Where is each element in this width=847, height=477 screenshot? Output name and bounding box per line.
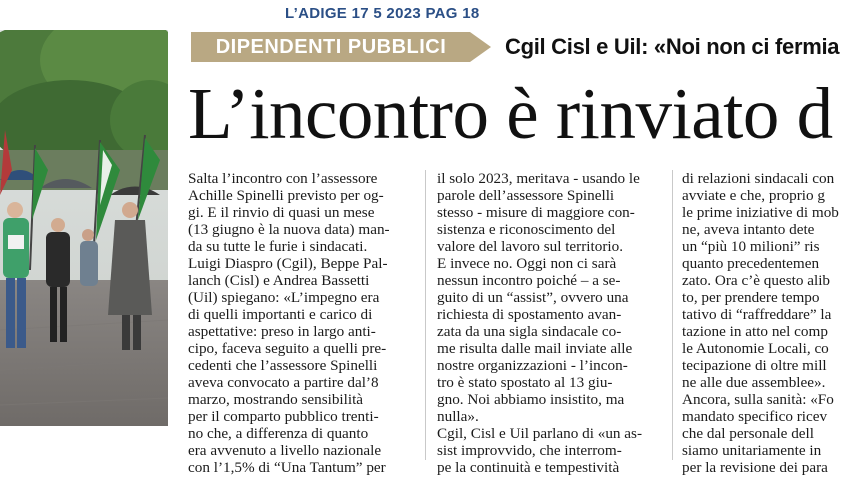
article-column-3 (682, 170, 847, 476)
text-line: aveva convocato a partire dal’8 (188, 374, 379, 391)
text-line: cedenti che l’assessore Spinelli (188, 357, 378, 374)
column-divider (425, 170, 426, 460)
text-line: un “più 10 milioni” ris (682, 238, 820, 255)
protest-photo (0, 30, 168, 426)
text-line: nostre organizzazioni - l’incon- (437, 357, 628, 374)
text-line: richiesta di spostamento avan- (437, 306, 622, 323)
text-line: siamo unitariamente in (682, 442, 822, 459)
text-line: stesso - misure di maggiore con- (437, 204, 635, 221)
text-line: tazione in atto nel comp (682, 323, 828, 340)
text-line: E invece no. Oggi non ci sarà (437, 255, 617, 272)
text-line: parole dell’assessore Spinelli (437, 187, 615, 204)
text-line: Salta l’incontro con l’assessore (188, 170, 378, 187)
text-line: ne, aveva intanto dete (682, 221, 815, 238)
text-line: avviate e che, proprio g (682, 187, 825, 204)
kicker-label: DIPENDENTI PUBBLICI (215, 36, 447, 58)
text-line: mandato specifico ricev (682, 408, 828, 425)
text-line: Ancora, sulla sanità: «Fo (682, 391, 834, 408)
text-line: Achille Spinelli previsto per og- (188, 187, 384, 204)
text-line: da su tutte le furie i sindacati. (188, 238, 368, 255)
text-line: le prime iniziative di mob (682, 204, 839, 221)
text-line: to, per prendere tempo (682, 289, 820, 306)
text-line: ne alle due assemblee». (682, 374, 826, 391)
text-line: gno. Noi abbiamo insistito, ma (437, 391, 625, 408)
text-line: per il comparto pubblico trenti- (188, 408, 379, 425)
text-line: guito di un “assist”, ovvero una (437, 289, 629, 306)
text-line: tro è stato spostato al 13 giu- (437, 374, 613, 391)
text-line: di relazioni sindacali con (682, 170, 835, 187)
text-line: zato. Ora c’è questo alib (682, 272, 831, 289)
article-headline: L’incontro è rinviato d (188, 73, 833, 154)
text-line: tativo di “raffreddare” la (682, 306, 832, 323)
text-line: Cgil, Cisl e Uil parlano di «un as- (437, 425, 643, 442)
text-line: me risulta dalle mail inviate alle (437, 340, 633, 357)
text-line: (13 giugno è la nuova data) man- (188, 221, 390, 238)
text-line: che dal personale dell (682, 425, 814, 442)
text-line: nulla». (437, 408, 479, 425)
article-column-2 (437, 170, 663, 476)
text-line: per la revisione dei para (682, 459, 828, 476)
section-kicker (191, 32, 491, 62)
text-line: zata da una sigla sindacale co- (437, 323, 622, 340)
text-line: era avvenuto a livello nazionale (188, 442, 382, 459)
text-line: le Autonomie Locali, co (682, 340, 829, 357)
text-line: lanch (Cisl) e Andrea Bassetti (188, 272, 370, 289)
text-line: con l’1,5% di “Una Tantum” per (188, 459, 386, 476)
text-line: aspettative: preso in largo anti- (188, 323, 376, 340)
text-line: quanto precedentemen (682, 255, 820, 272)
text-line: no che, a differenza di quanto (188, 425, 369, 442)
column-divider (672, 170, 673, 460)
article-column-1 (188, 170, 414, 476)
text-line: cipo, faceva seguito a quelli pre- (188, 340, 387, 357)
text-line: di quelli importanti e carico di (188, 306, 373, 323)
text-line: sistenza e riconoscimento del (437, 221, 616, 238)
text-line: il solo 2023, meritava - usando le (437, 170, 640, 187)
text-line: Luigi Diaspro (Cgil), Beppe Pal- (188, 255, 388, 272)
text-line: gi. E il rinvio di quasi un mese (188, 204, 375, 221)
text-line: pe la continuità e tempestività (437, 459, 620, 476)
text-line: sist improvvido, che interrom- (437, 442, 622, 459)
text-line: nessun incontro poiché – a se- (437, 272, 621, 289)
text-line: (Uil) spiegano: «L’impegno era (188, 289, 380, 306)
text-line: tecipazione di oltre mill (682, 357, 827, 374)
newspaper-source-line: L’ADIGE 17 5 2023 PAG 18 (285, 5, 480, 22)
text-line: marzo, mostrando sensibilità (188, 391, 364, 408)
article-subheadline: Cgil Cisl e Uil: «Noi non ci fermia (505, 34, 840, 59)
text-line: valore del lavoro sul territorio. (437, 238, 623, 255)
